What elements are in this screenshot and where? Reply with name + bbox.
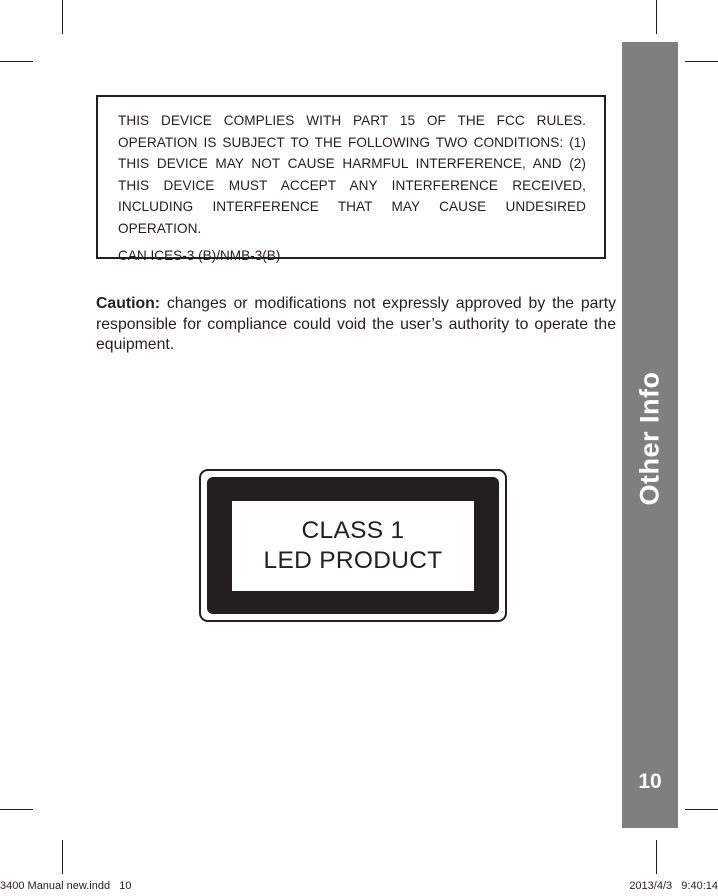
label-class-line: CLASS 1 [301, 517, 405, 544]
slug-filename: 3400 Manual new.indd 10 [0, 880, 132, 892]
crop-mark [656, 0, 657, 34]
crop-mark [656, 840, 657, 874]
caution-text: changes or modifications not expressly approved by the party responsible for compliance could void the user’s authority to operate the equipment. [96, 295, 616, 353]
section-title: Other Info [634, 371, 665, 505]
label-product-line: LED PRODUCT [263, 547, 443, 574]
crop-mark [0, 809, 33, 810]
crop-mark [0, 61, 33, 62]
caution-label: Caution: [96, 295, 161, 312]
slug-timestamp: 2013/4/3 9:40:14 [629, 880, 718, 892]
label-text-window [232, 501, 474, 591]
section-title-wrapper [622, 370, 678, 506]
fcc-statement: THIS DEVICE COMPLIES WITH PART 15 OF THE FCC RULES. OPERATION IS SUBJECT TO THE FOLLOWING TWO CONDITIONS: (1) THIS DEVICE MAY NOT CAUSE HARMFUL INTERFERENCE, AND (2) THIS DEVICE MUST ACCEPT ANY INTERFERENCE RECEIVED, INCLUDING INTERFERENCE THAT MAY CAUSE UNDESIRED OPERATION. [118, 113, 586, 236]
page-number: 10 [638, 770, 662, 793]
fcc-notice-box [96, 95, 606, 263]
ices-statement: CAN ICES-3 (B)/NMB-3(B) [118, 248, 281, 263]
crop-mark [685, 61, 718, 62]
crop-mark [62, 0, 63, 34]
crop-mark [62, 840, 63, 874]
crop-mark [685, 809, 718, 810]
caution-paragraph [96, 294, 616, 356]
